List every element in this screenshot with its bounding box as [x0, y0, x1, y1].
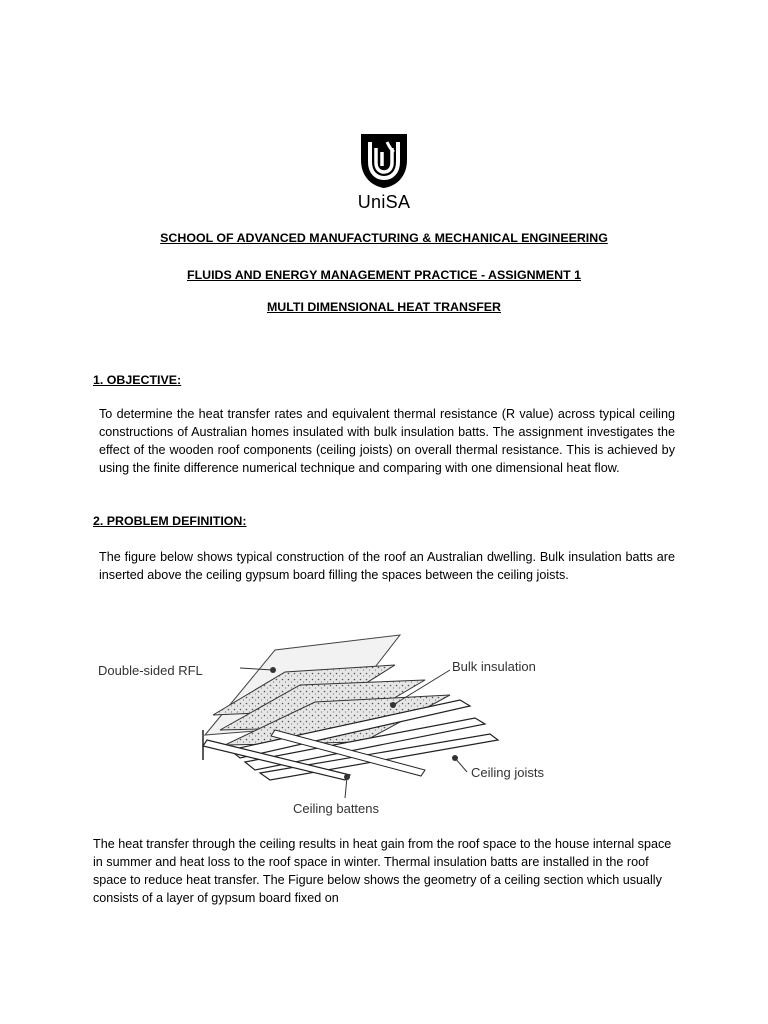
unisa-shield-icon	[353, 130, 415, 192]
objective-title: 1. OBJECTIVE:	[93, 373, 182, 387]
label-ceiling-joists: Ceiling joists	[471, 765, 544, 780]
course-heading: FLUIDS AND ENERGY MANAGEMENT PRACTICE - ASSIGNMENT 1	[187, 268, 581, 282]
label-rfl: Double-sided RFL	[98, 663, 203, 678]
label-bulk-insulation: Bulk insulation	[452, 659, 536, 674]
roof-construction-figure	[95, 630, 565, 820]
continuation-paragraph: The heat transfer through the ceiling results in heat gain from the roof space to the house internal space in summer and heat loss to the roof space in winter. Thermal insulation batts are installed in the roof space to reduce heat transfer. The Figure below shows the geometry of a ceiling section which usually consists of a layer of gypsum board fixed on	[93, 837, 672, 905]
unisa-logo	[353, 130, 415, 216]
topic-heading: MULTI DIMENSIONAL HEAT TRANSFER	[266, 300, 502, 314]
objective-paragraph: To determine the heat transfer rates and equivalent thermal resistance (R value) across typical ceiling constructions of Australian homes insulated with bulk insulation batts. The assignment investigates the effect of the wooden roof components (ceiling joists) on overall thermal resistance. This is achieved by using the finite difference numerical technique and comparing with one dimensional heat flow.	[99, 407, 675, 475]
logo-wordmark: UniSA	[357, 192, 411, 212]
label-ceiling-battens: Ceiling battens	[293, 801, 379, 816]
problem-paragraph: The figure below shows typical construction of the roof an Australian dwelling. Bulk insulation batts are inserted above the ceiling gypsum board filling the spaces between the ceiling joists.	[99, 550, 675, 582]
problem-title: 2. PROBLEM DEFINITION:	[93, 514, 247, 528]
school-heading: SCHOOL OF ADVANCED MANUFACTURING & MECHANICAL ENGINEERING	[160, 231, 608, 245]
